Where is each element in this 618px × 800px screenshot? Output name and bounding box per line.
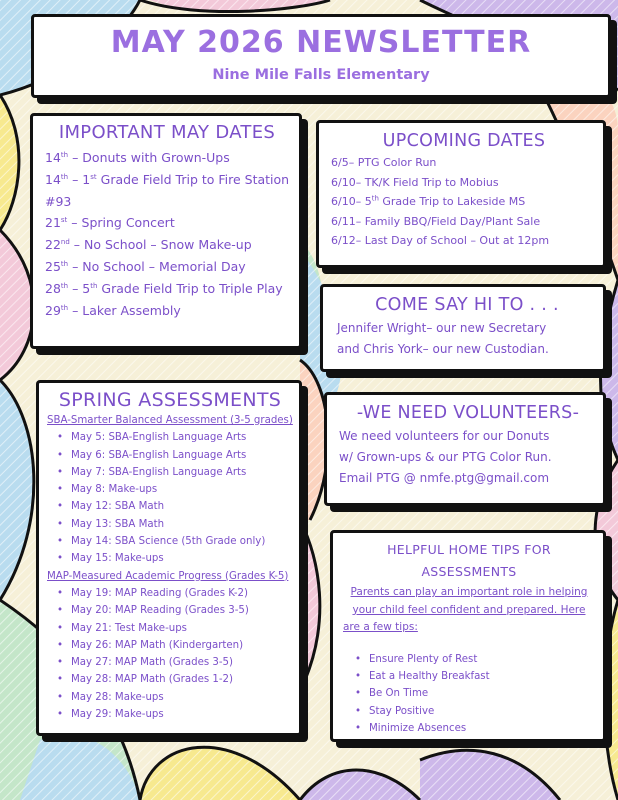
newsletter-title: MAY 2026 NEWSLETTER <box>110 25 532 60</box>
say-hi-line: Jennifer Wright– our new Secretary <box>337 321 547 335</box>
list-item: • May 20: MAP Reading (Grades 3-5) <box>47 602 293 619</box>
important-dates-heading: IMPORTANT MAY DATES <box>58 122 276 143</box>
date-item: 29th – Laker Assembly <box>45 302 181 318</box>
important-dates-box <box>30 113 302 349</box>
sba-list <box>47 429 293 567</box>
list-item: • May 7: SBA-English Language Arts <box>47 464 293 481</box>
map-list <box>47 585 293 723</box>
list-item: • May 21: Test Make-ups <box>47 620 293 637</box>
tips-list <box>341 651 597 738</box>
list-item: • May 13: SBA Math <box>47 516 293 533</box>
upcoming-item: 6/10– 5th Grade Trip to Lakeside MS <box>331 194 526 208</box>
home-tips-box <box>330 530 606 742</box>
list-item: • Stay Positive <box>345 703 597 720</box>
date-item: 22nd – No School – Snow Make-up <box>45 237 252 253</box>
upcoming-item: 6/10– TK/K Field Trip to Mobius <box>331 175 499 189</box>
list-item: • May 28: Make-ups <box>47 689 293 706</box>
upcoming-item: 6/5– PTG Color Run <box>331 156 437 169</box>
sba-title: SBA-Smarter Balanced Assessment (3-5 grades) <box>47 415 293 426</box>
volunteers-line: w/ Grown-ups & our PTG Color Run. <box>339 450 552 464</box>
say-hi-box <box>320 284 606 372</box>
upcoming-dates-box <box>316 120 606 268</box>
list-item: • May 5: SBA-English Language Arts <box>47 429 293 446</box>
map-title: MAP-Measured Academic Progress (Grades K-5) <box>47 570 289 582</box>
tips-intro: Parents can play an important role in helping your child feel confident and prepared. Here are a few tips: <box>343 586 588 633</box>
school-name: Nine Mile Falls Elementary <box>212 67 430 83</box>
important-dates-list <box>41 147 293 321</box>
date-item: 14th – 1st Grade Field Trip to Fire Station #93 <box>45 171 290 209</box>
list-item: • May 14: SBA Science (5th Grade only) <box>47 533 293 550</box>
tips-heading: HELPFUL HOME TIPS FOR <box>387 542 551 557</box>
date-item: 21st – Spring Concert <box>45 215 175 231</box>
list-item: • May 12: SBA Math <box>47 498 293 515</box>
date-item: 14th – Donuts with Grown-Ups <box>45 150 230 165</box>
list-item: • Ensure Plenty of Rest <box>345 651 597 668</box>
tips-heading-line2: ASSESSMENTS <box>421 564 517 579</box>
spring-assessments-heading: SPRING ASSESSMENTS <box>58 389 282 411</box>
list-item: • May 29: Make-ups <box>47 706 293 723</box>
list-item: • Eat a Healthy Breakfast <box>345 668 597 685</box>
say-hi-line: and Chris York– our new Custodian. <box>337 342 549 356</box>
upcoming-dates-list <box>331 153 597 251</box>
list-item: • May 28: MAP Math (Grades 1-2) <box>47 671 293 688</box>
list-item: • May 8: Make-ups <box>47 481 293 498</box>
volunteers-line: We need volunteers for our Donuts <box>339 429 550 443</box>
list-item: • May 6: SBA-English Language Arts <box>47 447 293 464</box>
volunteers-heading: -WE NEED VOLUNTEERS- <box>356 403 580 423</box>
list-item: • May 27: MAP Math (Grades 3-5) <box>47 654 293 671</box>
upcoming-dates-heading: UPCOMING DATES <box>382 131 546 151</box>
list-item: • May 26: MAP Math (Kindergarten) <box>47 637 293 654</box>
date-item: 25th – No School – Memorial Day <box>45 258 246 274</box>
say-hi-heading: COME SAY HI TO . . . <box>375 295 559 315</box>
volunteers-box <box>324 392 606 506</box>
list-item: • May 19: MAP Reading (Grades K-2) <box>47 585 293 602</box>
list-item: • Minimize Absences <box>345 720 597 737</box>
list-item: • Be On Time <box>345 685 597 702</box>
list-item: • May 15: Make-ups <box>47 550 293 567</box>
spring-assessments-box <box>36 380 302 736</box>
upcoming-item: 6/12– Last Day of School – Out at 12pm <box>331 234 550 247</box>
title-box <box>31 14 611 98</box>
volunteers-email[interactable]: Email PTG @ nmfe.ptg@gmail.com <box>339 471 550 485</box>
upcoming-item: 6/11– Family BBQ/Field Day/Plant Sale <box>331 214 541 228</box>
date-item: 28th – 5th Grade Field Trip to Triple Play <box>45 280 283 296</box>
